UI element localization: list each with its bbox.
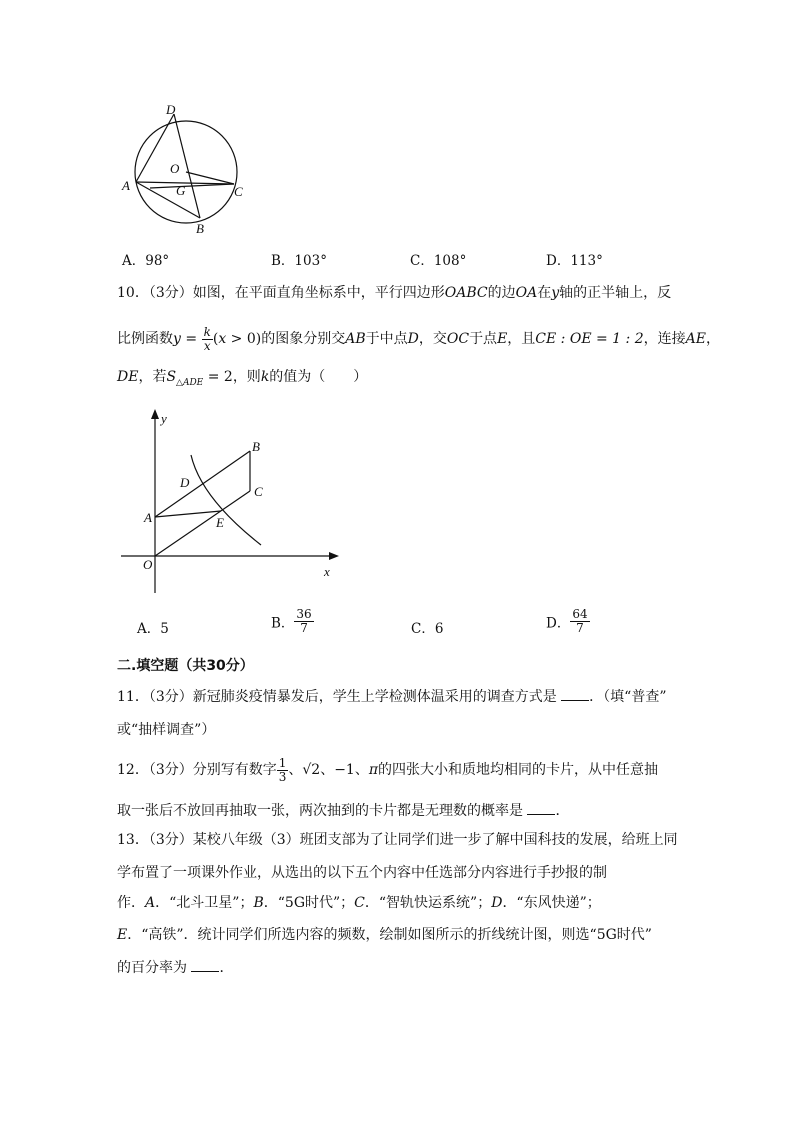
answer-blank bbox=[191, 957, 219, 972]
text: ，交 bbox=[418, 331, 447, 347]
axes bbox=[121, 409, 339, 593]
point-label-b: B bbox=[252, 439, 260, 454]
fraction-numerator: k bbox=[203, 324, 211, 339]
q13-line-2: 学布置了一项课外作业，从选出的以下五个内容中任选部分内容进行手抄报的制 bbox=[117, 865, 607, 881]
section-heading: 二.填空题（共30分） bbox=[117, 658, 254, 674]
text: ，连接 bbox=[643, 331, 686, 347]
text: 的值为（ ） bbox=[269, 369, 368, 385]
fraction-numerator: 64 bbox=[572, 607, 588, 621]
q12-line-2 bbox=[117, 800, 569, 821]
coordinate-figure bbox=[115, 405, 345, 595]
option-letter: D． bbox=[546, 253, 571, 269]
fraction-denominator: 3 bbox=[278, 769, 287, 784]
option-value: 6 bbox=[434, 621, 444, 637]
math-pi: π bbox=[368, 762, 379, 778]
text: 比例函数 bbox=[117, 331, 173, 347]
option-value: 103° bbox=[294, 253, 327, 269]
axis-label-x: x bbox=[324, 564, 330, 579]
option-value: 5 bbox=[160, 621, 169, 637]
math-var: x bbox=[218, 331, 227, 347]
math-var: AE bbox=[685, 331, 706, 347]
q10-line-1 bbox=[117, 283, 671, 303]
option-value: 108° bbox=[433, 253, 467, 269]
q10-option-b bbox=[271, 608, 314, 635]
text: ． bbox=[555, 803, 570, 819]
math-var: OC bbox=[446, 331, 470, 347]
text: 、 bbox=[320, 762, 335, 778]
question-number: 10． bbox=[117, 285, 149, 301]
q9-option-b bbox=[271, 249, 327, 269]
point-label-o: O bbox=[143, 557, 153, 572]
q10-line-3 bbox=[117, 367, 367, 393]
math-var: E bbox=[117, 927, 128, 943]
math-var: D bbox=[407, 331, 419, 347]
math-ratio: CE : OE = 1 : 2 bbox=[535, 331, 644, 347]
point-label-o: O bbox=[170, 161, 180, 176]
math-var: AB bbox=[345, 331, 366, 347]
math-var: A bbox=[145, 895, 156, 911]
q10-option-d bbox=[546, 608, 590, 635]
math-op: = bbox=[180, 331, 202, 347]
text: 取一张后不放回再抽取一张，两次抽到的卡片都是无理数的概率是 bbox=[117, 803, 528, 819]
q9-option-a bbox=[122, 249, 169, 269]
math-var: DE bbox=[117, 369, 139, 385]
option-letter: C． bbox=[410, 253, 434, 269]
text: ．“东风快递”； bbox=[502, 895, 601, 911]
text: ．“智轨快运系统”； bbox=[364, 895, 492, 911]
q9-option-d bbox=[546, 249, 603, 269]
point-label-d: D bbox=[166, 102, 176, 117]
text: 如图，在平面直角坐标系中，平行四边形 bbox=[192, 285, 445, 301]
math-var: S bbox=[166, 369, 177, 385]
parallelogram-and-lines bbox=[155, 451, 261, 556]
text: 11．（3分）新冠肺炎疫情暴发后，学生上学检测体温采用的调查方式是 bbox=[117, 689, 562, 705]
option-letter: A． bbox=[122, 253, 146, 269]
math-op: = 2 bbox=[203, 369, 233, 385]
text: 、 bbox=[354, 762, 369, 778]
fraction-numerator: 36 bbox=[296, 607, 312, 621]
text: 于中点 bbox=[365, 331, 408, 347]
text: ． bbox=[219, 960, 234, 976]
point-label-c: C bbox=[234, 184, 243, 199]
q13-line-3 bbox=[117, 893, 601, 913]
q12-line-1 bbox=[117, 753, 658, 787]
axis-label-y: y bbox=[161, 411, 167, 426]
text: 轴的正半轴上，反 bbox=[559, 285, 672, 301]
question-score: （3分） bbox=[148, 285, 193, 301]
math-op: ( bbox=[212, 331, 219, 347]
math-var: C bbox=[354, 895, 365, 911]
circle-chords bbox=[136, 114, 234, 218]
text: ．“北斗卫星”； bbox=[155, 895, 254, 911]
text: 在 bbox=[537, 285, 552, 301]
answer-blank bbox=[527, 800, 555, 815]
option-fraction bbox=[570, 608, 589, 635]
circle-figure bbox=[118, 100, 258, 240]
text: 12．（3分）分别写有数字 bbox=[117, 762, 277, 778]
point-label-c: C bbox=[254, 484, 263, 499]
point-label-b: B bbox=[196, 221, 204, 236]
option-letter: B． bbox=[271, 253, 295, 269]
point-label-a: A bbox=[122, 178, 130, 193]
math-var: y bbox=[551, 285, 560, 301]
math-op: > 0) bbox=[226, 331, 262, 347]
point-label-a: A bbox=[144, 510, 152, 525]
text: ，且 bbox=[507, 331, 536, 347]
math-var: k bbox=[260, 369, 270, 385]
option-letter: D． bbox=[546, 615, 571, 632]
option-letter: C． bbox=[411, 621, 435, 637]
text: 于点 bbox=[469, 331, 498, 347]
text: ．“高铁”．统计同学们所选内容的频数，绘制如图所示的折线统计图，则选“5G时代” bbox=[127, 927, 652, 943]
point-label-g: G bbox=[176, 183, 186, 198]
fraction-numerator: 1 bbox=[278, 755, 287, 770]
option-letter: B． bbox=[271, 615, 295, 632]
option-value: 98° bbox=[145, 253, 170, 269]
option-value: 113° bbox=[570, 253, 603, 269]
text: ．（填“普查” bbox=[589, 689, 667, 705]
text: ，则 bbox=[232, 369, 261, 385]
text: ．“5G时代”； bbox=[263, 895, 355, 911]
q9-option-c bbox=[410, 249, 466, 269]
text: 的边 bbox=[487, 285, 516, 301]
q10-option-a bbox=[137, 617, 169, 637]
text: ， bbox=[705, 331, 720, 347]
fraction-one-third bbox=[277, 757, 289, 784]
text: 的四张大小和质地均相同的卡片，从中任意抽 bbox=[378, 762, 659, 778]
option-letter: A． bbox=[137, 621, 161, 637]
text: ，若 bbox=[138, 369, 167, 385]
q10-line-2 bbox=[117, 322, 720, 356]
answer-blank bbox=[561, 686, 589, 701]
math-var: B bbox=[253, 895, 264, 911]
fraction-denominator: x bbox=[203, 338, 211, 353]
option-fraction bbox=[294, 608, 313, 635]
point-label-d: D bbox=[180, 475, 190, 490]
q11-line-1 bbox=[117, 686, 667, 707]
q13-line-1: 13．（3分）某校八年级（3）班团支部为了让同学们进一步了解中国科技的发展，给班上同 bbox=[117, 832, 678, 848]
text: 作． bbox=[117, 895, 145, 911]
point-label-e: E bbox=[216, 515, 224, 530]
text: 的图象分别交 bbox=[261, 331, 346, 347]
math-sqrt: √2 bbox=[302, 762, 321, 778]
math-var: E bbox=[497, 331, 508, 347]
math-var: D bbox=[491, 895, 503, 911]
text: 的百分率为 bbox=[117, 960, 192, 976]
q10-option-c bbox=[411, 617, 443, 637]
math-var: OABC bbox=[444, 285, 488, 301]
q11-line-2: 或“抽样调查”） bbox=[117, 722, 216, 738]
math-var: OA bbox=[515, 285, 538, 301]
q13-line-4 bbox=[117, 925, 652, 945]
q13-line-5 bbox=[117, 957, 233, 978]
text: 、 bbox=[288, 762, 303, 778]
fraction-denominator: 7 bbox=[300, 621, 308, 635]
fraction-denominator: 7 bbox=[576, 621, 584, 635]
math-number: −1 bbox=[334, 762, 355, 778]
fraction-k-over-x bbox=[202, 326, 213, 353]
math-subscript: △ADE bbox=[176, 377, 204, 388]
math-var: y bbox=[173, 331, 181, 347]
